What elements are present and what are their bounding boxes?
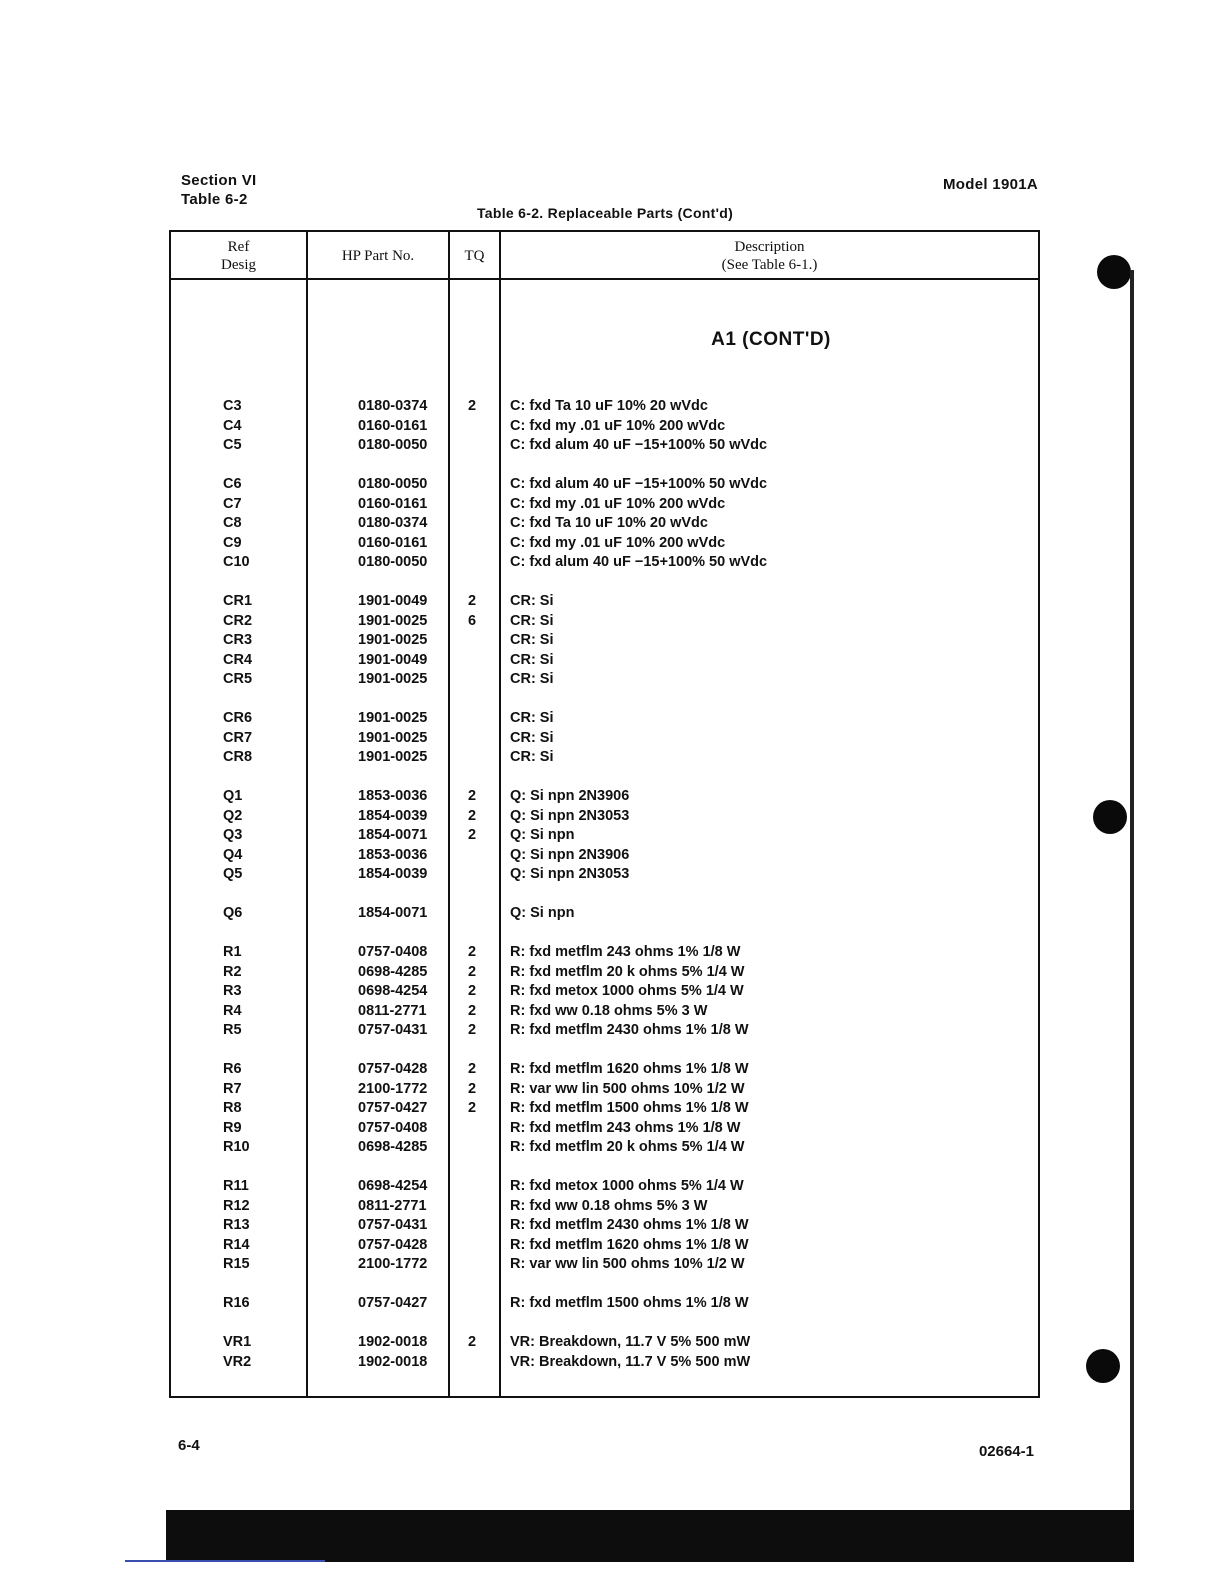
- col-header-part-label: HP Part No.: [341, 248, 415, 264]
- ref-desig-cell: C10: [223, 554, 250, 570]
- ref-desig-cell: R13: [223, 1217, 250, 1233]
- part-number-cell: 0757-0431: [358, 1022, 428, 1038]
- description-cell: Q: Si npn 2N3053: [510, 807, 630, 824]
- description-cell: Q: Si npn 2N3906: [510, 788, 630, 804]
- table-row: [171, 1334, 1038, 1354]
- part-number-cell: 1901-0025: [358, 729, 428, 746]
- scan-edge-line: [125, 1560, 325, 1562]
- table-row: [171, 1003, 1038, 1023]
- ref-desig-cell: CR1: [223, 593, 253, 609]
- table-row: [171, 1022, 1038, 1042]
- table-row: [171, 1061, 1038, 1081]
- tq-cell: 2: [468, 1334, 477, 1350]
- ref-desig-cell: CR8: [223, 749, 253, 765]
- ref-desig-cell: Q3: [223, 827, 243, 843]
- table-row: [171, 1198, 1038, 1218]
- part-number-cell: 0698-4254: [358, 1178, 428, 1194]
- table-row: [171, 905, 1038, 925]
- part-number-cell: 1901-0025: [358, 749, 428, 765]
- ref-desig-cell: R3: [223, 983, 242, 999]
- table-row: [171, 515, 1038, 535]
- scan-edge-band: [166, 1510, 1134, 1562]
- ref-desig-cell: CR5: [223, 671, 253, 687]
- ref-desig-cell: CR4: [223, 651, 253, 668]
- table-row: [171, 710, 1038, 730]
- tq-cell: 6: [468, 612, 477, 629]
- table-row: [171, 418, 1038, 438]
- part-number-cell: 0180-0374: [358, 398, 428, 414]
- table-row: [171, 944, 1038, 964]
- col-header-desc: [501, 234, 1038, 278]
- tq-cell: 2: [468, 1022, 477, 1038]
- part-number-cell: 0757-0431: [358, 1217, 428, 1233]
- part-number-cell: 0757-0408: [358, 1119, 428, 1136]
- part-number-cell: 0757-0428: [358, 1061, 428, 1077]
- ref-desig-cell: R14: [223, 1236, 250, 1253]
- page-number: 6-4: [178, 1437, 200, 1454]
- part-number-cell: 0757-0427: [358, 1100, 428, 1116]
- ref-desig-cell: R10: [223, 1139, 250, 1155]
- header-divider: [171, 278, 1038, 280]
- ref-desig-cell: C3: [223, 398, 242, 414]
- table-row: [171, 1178, 1038, 1198]
- description-cell: Q: Si npn 2N3053: [510, 866, 630, 882]
- table-caption: Table 6-2. Replaceable Parts (Cont'd): [476, 205, 734, 221]
- ref-desig-cell: R2: [223, 963, 242, 980]
- table-id: Table 6-2: [181, 191, 248, 208]
- description-cell: R: fxd metflm 2430 ohms 1% 1/8 W: [510, 1022, 749, 1038]
- table-row: [171, 827, 1038, 847]
- ref-desig-cell: Q1: [223, 788, 243, 804]
- description-cell: R: fxd metflm 2430 ohms 1% 1/8 W: [510, 1217, 749, 1233]
- col-header-ref: [171, 234, 306, 278]
- part-number-cell: 1901-0025: [358, 612, 428, 629]
- tq-cell: 2: [468, 593, 477, 609]
- table-row: [171, 593, 1038, 613]
- description-cell: R: fxd metox 1000 ohms 5% 1/4 W: [510, 983, 744, 999]
- description-cell: VR: Breakdown, 11.7 V 5% 500 mW: [510, 1353, 751, 1370]
- tq-cell: 2: [468, 398, 477, 414]
- part-number-cell: 1901-0025: [358, 632, 428, 648]
- table-row: [171, 1120, 1038, 1140]
- ref-desig-cell: CR3: [223, 632, 253, 648]
- col-header-desc-line1: Description: [734, 239, 805, 255]
- part-number-cell: 0698-4254: [358, 983, 428, 999]
- table-row: [171, 671, 1038, 691]
- table-row: [171, 964, 1038, 984]
- part-number-cell: 1854-0039: [358, 866, 428, 882]
- description-cell: CR: Si: [510, 612, 554, 629]
- ref-desig-cell: C6: [223, 476, 242, 492]
- part-number-cell: 0757-0428: [358, 1236, 428, 1253]
- description-cell: Q: Si npn 2N3906: [510, 846, 630, 863]
- description-cell: R: var ww lin 500 ohms 10% 1/2 W: [510, 1080, 745, 1097]
- ref-desig-cell: R16: [223, 1295, 250, 1311]
- description-cell: R: fxd metox 1000 ohms 5% 1/4 W: [510, 1178, 744, 1194]
- tq-cell: 2: [468, 944, 477, 960]
- description-cell: R: fxd metflm 1500 ohms 1% 1/8 W: [510, 1295, 749, 1311]
- table-row: [171, 1354, 1038, 1374]
- description-cell: R: fxd metflm 1620 ohms 1% 1/8 W: [510, 1061, 749, 1077]
- table-row: [171, 1081, 1038, 1101]
- ref-desig-cell: CR2: [223, 612, 253, 629]
- col-header-tq: [450, 234, 499, 278]
- description-cell: R: fxd metflm 243 ohms 1% 1/8 W: [510, 1119, 741, 1136]
- ref-desig-cell: R5: [223, 1022, 242, 1038]
- part-number-cell: 0180-0050: [358, 476, 428, 492]
- description-cell: C: fxd my .01 uF 10% 200 wVdc: [510, 417, 726, 434]
- ref-desig-cell: C8: [223, 515, 242, 531]
- table-row: [171, 1295, 1038, 1315]
- description-cell: CR: Si: [510, 632, 554, 648]
- table-row: [171, 847, 1038, 867]
- ref-desig-cell: R9: [223, 1119, 242, 1136]
- ref-desig-cell: R11: [223, 1178, 249, 1194]
- description-cell: Q: Si npn: [510, 827, 575, 843]
- part-number-cell: 0180-0374: [358, 515, 428, 531]
- table-row: [171, 749, 1038, 769]
- ref-desig-cell: R12: [223, 1197, 250, 1214]
- ref-desig-cell: R8: [223, 1100, 242, 1116]
- description-cell: C: fxd alum 40 uF −15+100% 50 wVdc: [510, 476, 768, 492]
- part-number-cell: 0757-0408: [358, 944, 428, 960]
- binder-hole: [1093, 800, 1127, 834]
- table-row: [171, 613, 1038, 633]
- part-number-cell: 1853-0036: [358, 788, 428, 804]
- part-number-cell: 0180-0050: [358, 437, 428, 453]
- model-label: Model 1901A: [943, 176, 1038, 193]
- table-row: [171, 1237, 1038, 1257]
- tq-cell: 2: [468, 1080, 477, 1097]
- binder-hole: [1097, 255, 1131, 289]
- table-row: [171, 808, 1038, 828]
- ref-desig-cell: R6: [223, 1061, 242, 1077]
- ref-desig-cell: C7: [223, 495, 242, 512]
- description-cell: CR: Si: [510, 651, 554, 668]
- description-cell: R: fxd metflm 1500 ohms 1% 1/8 W: [510, 1100, 749, 1116]
- description-cell: C: fxd Ta 10 uF 10% 20 wVdc: [510, 515, 708, 531]
- table-row: [171, 1100, 1038, 1120]
- table-row: [171, 496, 1038, 516]
- ref-desig-cell: Q4: [223, 846, 243, 863]
- section-title: A1 (CONT'D): [711, 329, 831, 350]
- part-number-cell: 0811-2771: [358, 1002, 427, 1019]
- ref-desig-cell: R1: [223, 944, 242, 960]
- description-cell: R: fxd metflm 20 k ohms 5% 1/4 W: [510, 1139, 745, 1155]
- tq-cell: 2: [468, 807, 477, 824]
- part-number-cell: 1901-0025: [358, 710, 428, 726]
- table-row: [171, 983, 1038, 1003]
- tq-cell: 2: [468, 963, 477, 980]
- part-number-cell: 1901-0049: [358, 651, 428, 668]
- ref-desig-cell: C9: [223, 534, 242, 551]
- table-row: [171, 437, 1038, 457]
- ref-desig-cell: R4: [223, 1002, 242, 1019]
- table-row: [171, 476, 1038, 496]
- part-number-cell: 0160-0161: [358, 495, 428, 512]
- description-cell: CR: Si: [510, 593, 554, 609]
- description-cell: C: fxd Ta 10 uF 10% 20 wVdc: [510, 398, 708, 414]
- tq-cell: 2: [468, 1061, 477, 1077]
- description-cell: CR: Si: [510, 671, 554, 687]
- part-number-cell: 0811-2771: [358, 1197, 427, 1214]
- description-cell: VR: Breakdown, 11.7 V 5% 500 mW: [510, 1334, 751, 1350]
- ref-desig-cell: VR1: [223, 1334, 252, 1350]
- table-row: [171, 632, 1038, 652]
- description-cell: CR: Si: [510, 749, 554, 765]
- description-cell: R: fxd metflm 20 k ohms 5% 1/4 W: [510, 963, 745, 980]
- document-number: 02664-1: [978, 1443, 1034, 1460]
- ref-desig-cell: VR2: [223, 1353, 252, 1370]
- ref-desig-cell: Q5: [223, 866, 243, 882]
- part-number-cell: 1854-0071: [358, 905, 428, 921]
- page-edge-shadow: [1130, 270, 1134, 1510]
- ref-desig-cell: R7: [223, 1080, 242, 1097]
- col-header-tq-label: TQ: [464, 248, 485, 264]
- part-number-cell: 0698-4285: [358, 1139, 428, 1155]
- table-row: [171, 1217, 1038, 1237]
- part-number-cell: 2100-1772: [358, 1080, 428, 1097]
- description-cell: C: fxd my .01 uF 10% 200 wVdc: [510, 534, 726, 551]
- part-number-cell: 2100-1772: [358, 1256, 428, 1272]
- table-row: [171, 1139, 1038, 1159]
- ref-desig-cell: CR7: [223, 729, 253, 746]
- col-header-part: [308, 234, 448, 278]
- description-cell: CR: Si: [510, 729, 554, 746]
- col-header-desc-line2: (See Table 6-1.): [721, 257, 818, 273]
- description-cell: C: fxd alum 40 uF −15+100% 50 wVdc: [510, 554, 768, 570]
- part-number-cell: 0698-4285: [358, 963, 428, 980]
- description-cell: R: var ww lin 500 ohms 10% 1/2 W: [510, 1256, 745, 1272]
- part-number-cell: 1902-0018: [358, 1353, 428, 1370]
- description-cell: Q: Si npn: [510, 905, 575, 921]
- description-cell: R: fxd ww 0.18 ohms 5% 3 W: [510, 1002, 708, 1019]
- ref-desig-cell: Q6: [223, 905, 243, 921]
- tq-cell: 2: [468, 1100, 477, 1116]
- section-label: Section VI: [181, 172, 257, 189]
- ref-desig-cell: C4: [223, 417, 242, 434]
- part-number-cell: 1854-0071: [358, 827, 428, 843]
- part-number-cell: 1854-0039: [358, 807, 428, 824]
- part-number-cell: 0160-0161: [358, 417, 428, 434]
- part-number-cell: 0160-0161: [358, 534, 428, 551]
- table-row: [171, 554, 1038, 574]
- part-number-cell: 0180-0050: [358, 554, 428, 570]
- part-number-cell: 1902-0018: [358, 1334, 428, 1350]
- table-row: [171, 1256, 1038, 1276]
- part-number-cell: 1901-0025: [358, 671, 428, 687]
- ref-desig-cell: R15: [223, 1256, 250, 1272]
- table-body: [171, 398, 1038, 1373]
- description-cell: C: fxd my .01 uF 10% 200 wVdc: [510, 495, 726, 512]
- ref-desig-cell: C5: [223, 437, 242, 453]
- description-cell: R: fxd ww 0.18 ohms 5% 3 W: [510, 1197, 708, 1214]
- description-cell: CR: Si: [510, 710, 554, 726]
- description-cell: R: fxd metflm 243 ohms 1% 1/8 W: [510, 944, 741, 960]
- ref-desig-cell: CR6: [223, 710, 253, 726]
- description-cell: C: fxd alum 40 uF −15+100% 50 wVdc: [510, 437, 768, 453]
- part-number-cell: 0757-0427: [358, 1295, 428, 1311]
- tq-cell: 2: [468, 788, 477, 804]
- part-number-cell: 1853-0036: [358, 846, 428, 863]
- table-row: [171, 535, 1038, 555]
- ref-desig-cell: Q2: [223, 807, 243, 824]
- tq-cell: 2: [468, 1002, 477, 1019]
- table-row: [171, 866, 1038, 886]
- col-header-ref-line1: Ref: [227, 239, 250, 255]
- col-header-ref-line2: Desig: [221, 257, 256, 273]
- table-row: [171, 652, 1038, 672]
- tq-cell: 2: [468, 983, 477, 999]
- table-row: [171, 398, 1038, 418]
- tq-cell: 2: [468, 827, 477, 843]
- description-cell: R: fxd metflm 1620 ohms 1% 1/8 W: [510, 1236, 749, 1253]
- parts-table: [169, 230, 1040, 1398]
- binder-hole: [1086, 1349, 1120, 1383]
- table-row: [171, 788, 1038, 808]
- part-number-cell: 1901-0049: [358, 593, 428, 609]
- table-row: [171, 730, 1038, 750]
